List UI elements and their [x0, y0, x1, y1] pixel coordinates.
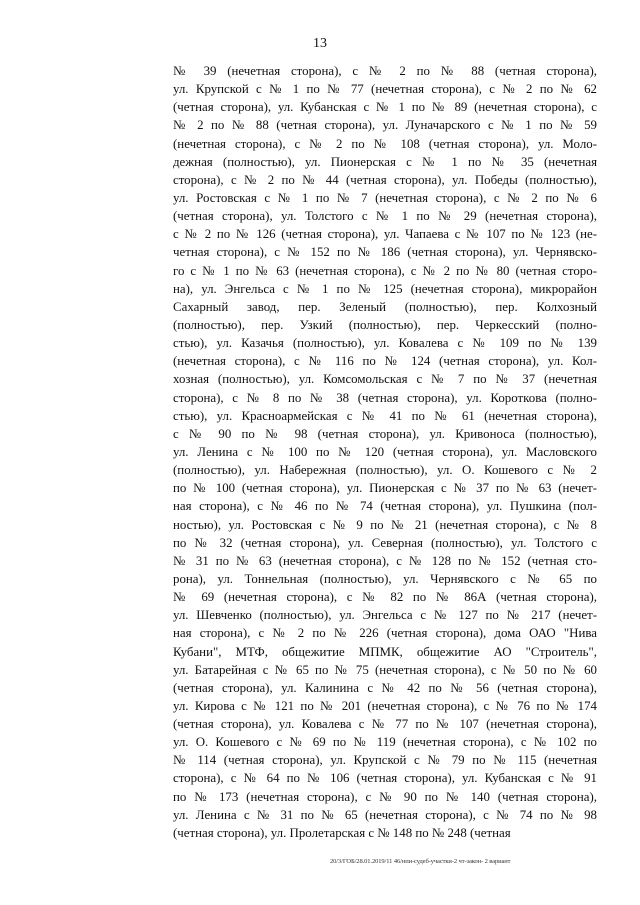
text-line: сторона), с № 64 по № 106 (четная сторона), ул. Кубанская с № 91 [173, 771, 597, 786]
text-line: (полностью), ул. Набережная (полностью), ул. О. Кошевого с № 2 [173, 463, 597, 478]
text-line: ул. О. Кошевого с № 69 по № 119 (нечетная сторона), с № 102 по [173, 735, 597, 750]
text-line: (четная сторона), ул. Ковалева с № 77 по № 107 (нечетная сторона), [173, 717, 597, 732]
text-line: стью), ул. Красноармейская с № 41 по № 61 (нечетная сторона), [173, 408, 597, 423]
text-line: на), ул. Энгельса с № 1 по № 125 (нечетная сторона), микрорайон [173, 281, 597, 296]
text-line: ная сторона), с № 46 по № 74 (четная сторона), ул. Пушкина (пол- [173, 499, 597, 514]
text-line: (четная сторона), ул. Кубанская с № 1 по № 89 (нечетная сторона), с [173, 100, 597, 115]
footer-file-path: 20/3/ГОБ/28.01.2019/11 46/нпи-судеб-участки-2 чт-закон- 2 вариант [330, 858, 511, 865]
text-line: по № 100 (четная сторона), ул. Пионерская с № 37 по № 63 (нечет- [173, 481, 597, 496]
text-line: сторона), с № 2 по № 44 (четная сторона), ул. Победы (полностью), [173, 172, 597, 187]
text-line: (четная сторона), ул. Пролетарская с № 148 по № 248 (четная [173, 825, 511, 840]
text-line: № 31 по № 63 (нечетная сторона), с № 128 по № 152 (четная сто- [173, 553, 597, 568]
text-line: ул. Шевченко (полностью), ул. Энгельса с № 127 по № 217 (нечет- [173, 608, 597, 623]
text-line: четная сторона), с № 152 по № 186 (четная сторона), ул. Чернявско- [173, 245, 597, 260]
text-line: ностью), ул. Ростовская с № 9 по № 21 (нечетная сторона), с № 8 [173, 517, 597, 532]
text-line: № 114 (четная сторона), ул. Крупской с № 79 по № 115 (нечетная [173, 753, 597, 768]
text-line: № 2 по № 88 (четная сторона), ул. Луначарского с № 1 по № 59 [173, 118, 597, 133]
text-line: по № 32 (четная сторона), ул. Северная (полностью), ул. Толстого с [173, 535, 597, 550]
text-line: рона), ул. Тоннельная (полностью), ул. Чернявского с № 65 по [173, 571, 597, 586]
text-line: ул. Ростовская с № 1 по № 7 (нечетная сторона), с № 2 по № 6 [173, 190, 597, 205]
body-text [173, 62, 597, 842]
text-line: ул. Кирова с № 121 по № 201 (нечетная сторона), с № 76 по № 174 [173, 698, 597, 713]
text-line: (полностью), пер. Узкий (полностью), пер. Черкесский (полно- [173, 317, 597, 332]
text-line: (нечетная сторона), с № 116 по № 124 (четная сторона), ул. Кол- [173, 354, 597, 369]
text-line: дежная (полностью), ул. Пионерская с № 1 по № 35 (нечетная [173, 154, 597, 169]
text-line: го с № 1 по № 63 (нечетная сторона), с № 2 по № 80 (четная сторо- [173, 263, 597, 278]
text-line: хозная (полностью), ул. Комсомольская с № 7 по № 37 (нечетная [173, 372, 597, 387]
text-line: ул. Батарейная с № 65 по № 75 (нечетная сторона), с № 50 по № 60 [173, 662, 597, 677]
text-line: ул. Ленина с № 100 по № 120 (четная сторона), ул. Масловского [173, 444, 597, 459]
text-line: стью), ул. Казачья (полностью), ул. Ковалева с № 109 по № 139 [173, 336, 597, 351]
text-line: ная сторона), с № 2 по № 226 (четная сторона), дома ОАО "Нива [173, 626, 597, 641]
text-line: с № 90 по № 98 (четная сторона), ул. Кривоноса (полностью), [173, 426, 597, 441]
text-line: по № 173 (нечетная сторона), с № 90 по № 140 (четная сторона), [173, 789, 597, 804]
page-number: 13 [313, 36, 327, 51]
text-line: с № 2 по № 126 (четная сторона), ул. Чапаева с № 107 по № 123 (не- [173, 227, 597, 242]
text-line: (четная сторона), ул. Калинина с № 42 по № 56 (четная сторона), [173, 680, 597, 695]
text-line: № 39 (нечетная сторона), с № 2 по № 88 (четная сторона), [173, 64, 597, 78]
text-line: ул. Крупской с № 1 по № 77 (нечетная сторона), с № 2 по № 62 [173, 82, 597, 97]
text-line: сторона), с № 8 по № 38 (четная сторона), ул. Короткова (полно- [173, 390, 597, 405]
text-line: (четная сторона), ул. Толстого с № 1 по № 29 (нечетная сторона), [173, 209, 597, 224]
text-line: ул. Ленина с № 31 по № 65 (нечетная сторона), с № 74 по № 98 [173, 807, 597, 822]
text-line: (нечетная сторона), с № 2 по № 108 (четная сторона), ул. Моло- [173, 136, 597, 151]
text-line: № 69 (нечетная сторона), с № 82 по № 86А (четная сторона), [173, 590, 597, 605]
text-line: Сахарный завод, пер. Зеленый (полностью), пер. Колхозный [173, 299, 597, 314]
text-line: Кубани", МТФ, общежитие МПМК, общежитие АО "Строитель", [173, 644, 597, 659]
